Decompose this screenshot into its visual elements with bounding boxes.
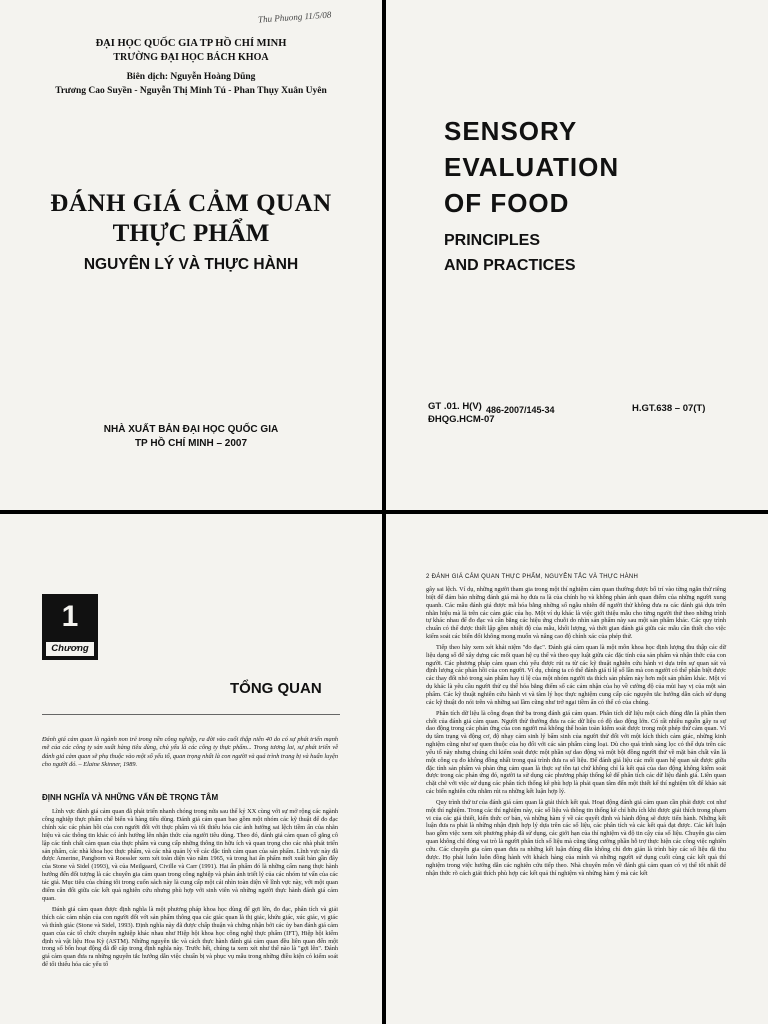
english-title-line1: SENSORY <box>444 116 578 146</box>
coauthors-credit: Trương Cao Suyền - Nguyễn Thị Minh Tú - Phan Thụy Xuân Uyên <box>55 86 327 96</box>
text-page <box>386 514 768 1024</box>
chapter-badge <box>42 594 98 660</box>
english-subtitle-line1: PRINCIPLES <box>444 232 541 249</box>
catalog-code: 486-2007/145-34 <box>486 405 555 415</box>
book-title-line1: ĐÁNH GIÁ CẢM QUAN <box>50 190 332 217</box>
paragraph: gây sai lệch. Ví dụ, những người tham gia trong một thí nghiệm cảm quan thường được bố trí vào từng ngăn thử riêng biệt để đảm bảo những đánh giá mà họ đưa ra là của chính họ và không phản ánh quan điểm của những người xung quanh. Các mẫu đánh giá được mã hóa bằng những số ngẫu nhiên để người thử không đưa ra các đánh giá dựa trên nhãn hiệu mà là trên các cảm giác của họ. Một ví dụ khác là việc giới thiệu mẫu cho từng người thử theo những trình tự khác nhau để đo đạc và cân bằng các hiệu ứng chuỗi do nhìn sản phẩm này sau một sản phẩm khác. Các quy trình chuẩn có thể được thiết lập gồm nhiệt độ của mẫu, khối lượng, và thời gian đánh giá giữa các mẫu cần thiết cho việc kiểm soát các biến đổi không mong muốn và nâng cao độ chính xác của phép thử. <box>426 586 726 641</box>
university-name: ĐẠI HỌC QUỐC GIA TP HỒ CHÍ MINH <box>95 38 287 49</box>
catalog-code: GT .01. H(V) <box>428 401 482 412</box>
translator-credit: Biên dịch: Nguyễn Hoàng Dũng <box>126 72 256 82</box>
english-title-line3: OF FOOD <box>444 188 570 218</box>
school-name: TRƯỜNG ĐẠI HỌC BÁCH KHOA <box>113 52 269 63</box>
paragraph: Tiếp theo hãy xem xét khái niệm "đo đạc". Đánh giá cảm quan là một môn khoa học định lượng thu thập các dữ liệu dạng số để xây dựng các mối quan hệ cụ thể và theo quy luật giữa các đặc tính của sản phẩm và nhận thức của con người. Các phương pháp cảm quan chủ yếu được rút ra từ các kỹ thuật nghiên cứu hành vi dựa trên sự quan sát và định lượng các phản hồi của con người. Ví dụ, chúng ta có thể đánh giá tỉ lệ số lần mà con người có thể phân biệt được các thay đổi nhỏ trong sản phẩm hay tỉ lệ của một nhóm người ưa thích sản phẩm này hơn một sản phẩm khác. Một ví dụ khác là yêu cầu người thử cụ thể hóa bằng điểm số các cảm nhận của họ về cường độ của mùi hay vị của một sản phẩm. Các kỹ thuật nghiên cứu hành vi và tâm lý học thực nghiệm cung cấp các nguyên tắc hướng dẫn cách sử dụng các kỹ thuật đo nói trên và những sai lầm cũng như trở ngại tiềm ẩn có thể có của chúng. <box>426 643 726 706</box>
divider <box>42 714 340 715</box>
catalog-code: H.GT.638 – 07(T) <box>632 403 706 414</box>
chapter-number: 1 <box>61 600 79 633</box>
body-text <box>42 808 338 972</box>
section-heading: ĐỊNH NGHĨA VÀ NHỮNG VẤN ĐỀ TRỌNG TÂM <box>42 793 219 802</box>
body-text <box>426 586 726 880</box>
chapter-label: Chương <box>46 642 94 656</box>
english-title-line2: EVALUATION <box>444 152 620 182</box>
epigraph: Đánh giá cảm quan là ngành non trẻ trong nền công nghiệp, ra đời vào cuối thập niên 40 do có sự phát triển mạnh mẽ của các công ty sản xuất hàng tiêu dùng, chủ yếu là các công ty thực phẩm... Trong tương lai, sự phát triển về đánh giá cảm quan sẽ phụ thuộc vào một số yếu tố, quan trọng nhất là con người và quá trình trang bị và huấn luyện cho người đó. – Elaine Skinner, 1989. <box>42 736 338 769</box>
title-page-vietnamese <box>0 0 382 510</box>
handwritten-note: Thu Phuong 11/5/08 <box>257 9 332 25</box>
paragraph: Quy trình thứ tư của đánh giá cảm quan là giải thích kết quả. Hoạt động đánh giá cảm quan cần phải được coi như một thí nghiệm. Trong các thí nghiệm này, các số liệu và thông tin thống kê chỉ hữu ích khi được giải thích trong phạm vi của các giả thiết, kiến thức cơ bản, và những hàm ý về các quyết định và hành động sẽ được tiến hành. Những kết luận đưa ra phải là những nhận định hợp lý dựa trên các số liệu, các phân tích và các kết quả đạt được. Các kết luận bao gồm việc xem xét phương pháp đã sử dụng, các giới hạn của thí nghiệm và độ tin cậy của số liệu. Chuyên gia cảm quan không chỉ đóng vai trò là người phân tích số liệu mà cũng tăng cường phần hỗ trợ thực hiện các công việc nghiên cứu. Các chuyên gia cảm quan đưa ra những kết luận đúng đắn không chỉ đơn giản là trình bày các số liệu đã thu được. Họ phải luôn luôn đồng hành với khách hàng của mình và những người sử dụng cuối cùng các kết quả thí nghiệm trong việc hướng dẫn các nghiên cứu tiếp theo. Nhà chuyên môn về đánh giá cảm quan có vị thế tốt nhất để nhận thức rõ cách giải thích phù hợp các kết quả thí nghiệm và những hàm ý mà các kết <box>426 798 726 877</box>
english-subtitle-line2: AND PRACTICES <box>444 257 576 274</box>
catalog-code: ĐHQG.HCM-07 <box>428 414 495 425</box>
paragraph: Lĩnh vực đánh giá cảm quan đã phát triển nhanh chóng trong nửa sau thế kỷ XX cùng với sự mở rộng các ngành công nghiệp thực phẩm chế biến và hàng tiêu dùng. Đánh giá cảm quan bao gồm một nhóm các kỹ thuật để đo đạc chính xác các phản hồi của con người đối với thực phẩm và tối thiểu hóa các ảnh hưởng sai lệch tiềm ẩn của nhãn hiệu và các thông tin khác có ảnh hưởng lên nhận thức của người tiêu dùng. Theo đó, đánh giá cảm quan cố gắng cô lập các tính chất cảm quan của thực phẩm và cung cấp những thông tin hữu ích và quan trọng cho các nhà phát triển sản phẩm, các nhà khoa học thực phẩm, và các nhà quản lý về các đặc tính cảm quan của sản phẩm. Lĩnh vực này đã được Amerine, Pangborn và Roessler xem xét toàn diện vào năm 1965, và trong hai ấn phẩm mới xuất bản gần đây của Stone và Sidel (1993), và của Meilgaard, Civille và Carr (1991). Hai ấn phẩm đó là những cẩm nang thực hành hướng đến đối tượng là các chuyên gia cảm quan trong công nghiệp và phản ánh triết lý của các nhóm tư vấn của các tác giả. Mục tiêu của chúng tôi trong cuốn sách này là cung cấp một cái nhìn toàn diện về lĩnh vực này, với một quan điểm cân đối giữa các kết quả nghiên cứu nhưng phù hợp với sinh viên và những người thực hành đánh giá cảm quan. <box>42 808 338 902</box>
chapter-title: TỔNG QUAN <box>230 680 322 697</box>
book-subtitle: NGUYÊN LÝ VÀ THỰC HÀNH <box>83 256 299 273</box>
publisher-name: NHÀ XUẤT BẢN ĐẠI HỌC QUỐC GIA <box>103 424 279 435</box>
chapter-opening-page <box>0 514 382 1024</box>
publisher-city-year: TP HỒ CHÍ MINH – 2007 <box>134 438 248 449</box>
book-title-line2: THỰC PHẨM <box>112 220 270 247</box>
paragraph: Phân tích dữ liệu là công đoạn thứ ba trong đánh giá cảm quan. Phân tích dữ liệu một cách đúng đắn là phần then chốt của đánh giá cảm quan. Người thử thường đưa ra các dữ liệu có độ dao động lớn. Có rất nhiều nguồn gây ra sự dao động trong các phản ứng của con người mà không thể hoàn toàn kiểm soát được trong một phép thử cảm quan. Ví dụ tâm trạng và động cơ, độ nhạy cảm sinh lý bẩm sinh của người thử đối với một kích thích cảm giác, những kinh nghiệm cũng như sự quen thuộc của họ đối với các sản phẩm cùng loại. Dù cho quá trình sàng lọc có thể dựa trên các yếu tố này nhưng chúng chỉ kiểm soát được một phần sự dao động và một bội đồng người thử về mặt bản chất vẫn là một công cụ đo không đồng nhất trong quá trình đưa ra số liệu. Để đánh giá liệu các mối quan hệ quan sát được giữa đặc tính sản phẩm và phản ứng cảm quan là thực sự tồn tại chứ không chỉ là kết quả của dao động không kiểm soát được trong các phản ứng đó, người ta sử dụng các phương pháp thống kê để phân tích các dữ liệu đánh giá. Liên quan chặt chẽ với việc sử dụng các phân tích thống kê phù hợp là phải quan tâm đến một thiết kế thí nghiệm tốt để khảo sát các biến nghiên cứu nhằm rút ra những kết luận hợp lý. <box>426 709 726 796</box>
title-page-english <box>386 0 768 510</box>
paragraph: Đánh giá cảm quan được định nghĩa là một phương pháp khoa học dùng để gợi lên, đo đạc, phân tích và giải thích các cảm nhận của con người đối với sản phẩm thông qua các giác quan là thị giác, khứu giác, xúc giác, vị giác và thính giác (Stone và Sidel, 1993). Định nghĩa này đã được chấp thuận và chứng nhận bởi các ủy ban đánh giá cảm quan của các tổ chức chuyên nghiệp khác nhau như Hiệp hội khoa học công nghệ thực phẩm (IFT), Hiệp hội kiểm định và vật liệu Hoa Kỳ (ASTM). Những nguyên tắc và cách thực hành đánh giá cảm quan đều liên quan đến một trong số bốn hoạt động đã đề cập trong định nghĩa này. Trước hết, chúng ta xem xét như thế nào là "gợi lên". Đánh giá cảm quan đưa ra những nguyên tắc hướng dẫn việc chuẩn bị và phục vụ mẫu trong những điều kiện có kiểm soát để tối thiểu hóa các yếu tố <box>42 905 338 969</box>
running-head: 2 ĐÁNH GIÁ CẢM QUAN THỰC PHẨM, NGUYÊN TẮC VÀ THỰC HÀNH <box>426 574 639 580</box>
